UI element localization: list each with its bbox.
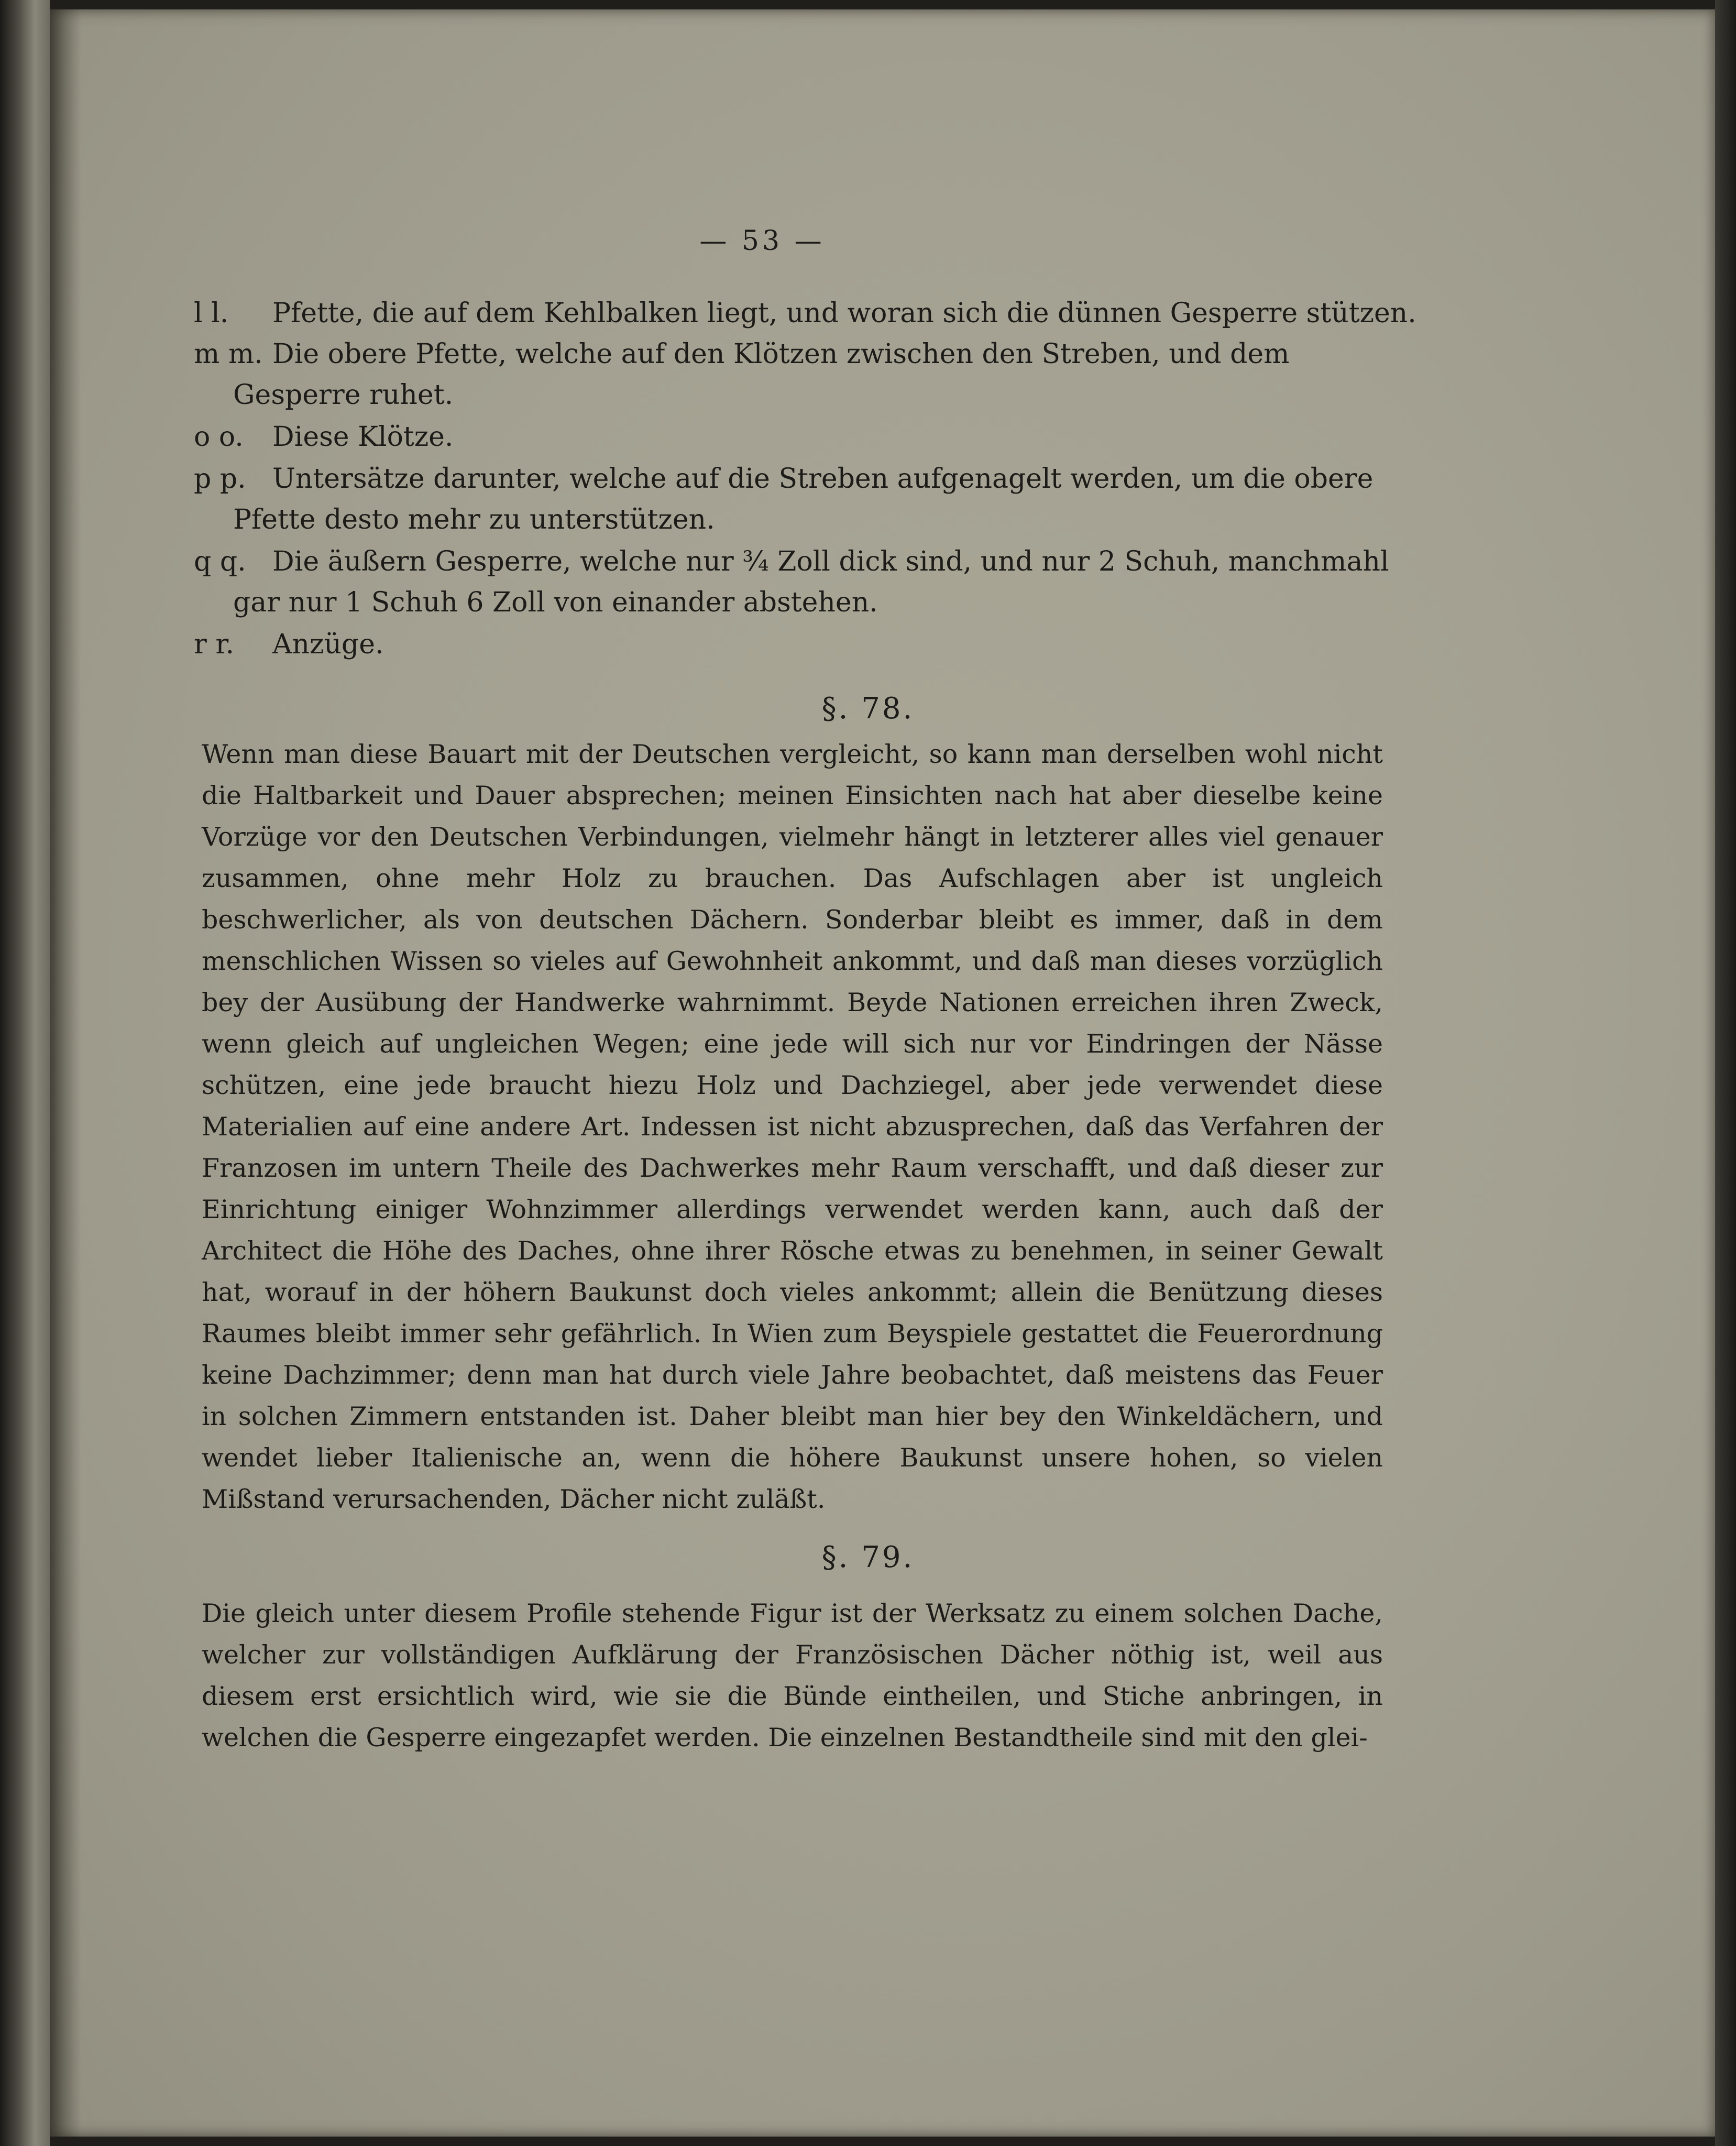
page-number: — 53 — (699, 225, 825, 257)
item-label: q q. (194, 546, 246, 577)
item-text: Anzüge. (272, 629, 384, 660)
item-label: o o. (194, 421, 244, 453)
item-text: Pfette, die auf dem Kehlbalken liegt, und woran sich die dünnen Gesperre stützen. (272, 298, 1416, 329)
item-text: Die äußern Gesperre, welche nur ¾ Zoll dick sind, und nur 2 Schuh, manchmahl (272, 546, 1389, 577)
item-text: gar nur 1 Schuh 6 Zoll von einander abstehen. (233, 587, 878, 618)
list-item-continuation (233, 381, 453, 409)
list-item (194, 548, 1389, 575)
item-text: Gesperre ruhet. (233, 379, 454, 411)
list-item (194, 300, 1416, 327)
list-item (194, 631, 384, 658)
section-heading-79: §. 79. (821, 1540, 915, 1574)
list-item-continuation (233, 506, 715, 533)
item-text: Pfette desto mehr zu unterstützen. (233, 504, 715, 535)
item-label: l l. (194, 298, 229, 329)
list-item (194, 463, 1374, 495)
section-heading-78: §. 78. (821, 692, 915, 726)
paragraph-78: Wenn man diese Bauart mit der Deutschen vergleicht, so kann man derselben wohl nicht die Haltbarkeit und Dauer absprechen; meinen Einsichten nach hat aber dieselbe keine Vorzüge vor den Deutschen Verbindungen, vielmehr hängt in letzterer alles viel genauer zusammen, ohne mehr Holz zu brauchen. Das Aufschlagen aber ist ungleich beschwerlicher, als von deutschen Dächern. Sonderbar bleibt es immer, daß in dem menschlichen Wissen so vieles auf Gewohnheit ankommt, und daß man dieses vorzüglich bey der Ausübung der Handwerke wahrnimmt. Beyde Nationen erreichen ihren Zweck, wenn gleich auf ungleichen Wegen; eine jede will sich nur vor Eindringen der Nässe schützen, eine jede braucht hiezu Holz und Dachziegel, aber jede verwendet diese Materialien auf eine andere Art. Indessen ist nicht abzusprechen, daß das Verfahren der Franzosen im untern Theile des Dachwerkes mehr Raum verschafft, und daß dieser zur Einrichtung einiger Wohnzimmer allerdings verwendet werden kann, auch daß der Architect die Höhe des Daches, ohne ihrer Rösche etwas zu benehmen, in seiner Gewalt hat, worauf in der höhern Baukunst doch vieles ankommt; allein die Benützung dieses Raumes bleibt immer sehr gefährlich. In Wien zum Beyspiele gestattet die Feuerordnung keine Dachzimmer; denn man hat durch viele Jahre beobachtet, daß meistens das Feuer in solchen Zimmern entstanden ist. Daher bleibt man hier bey den Winkeldächern, und wendet lieber Italienische an, wenn die höhere Baukunst unsere hohen, so vielen Mißstand verursachenden, Dächer nicht zuläßt. (202, 739, 1383, 1514)
item-text: Untersätze darunter, welche auf die Streben aufgenagelt werden, um die obere (272, 463, 1374, 495)
item-label: p p. (194, 463, 246, 495)
item-text: Diese Klötze. (272, 421, 454, 453)
item-text: Die obere Pfette, welche auf den Klötzen zwischen den Streben, und dem (272, 338, 1290, 370)
item-label: m m. (194, 338, 263, 370)
list-item-continuation (233, 589, 878, 616)
list-item (194, 423, 453, 451)
paragraph-79: Die gleich unter diesem Profile stehende Figur ist der Werksatz zu einem solchen Dache, welcher zur vollständigen Aufklärung der Französischen Dächer nöthig ist, weil aus diesem erst ersichtlich wird, wie sie die Bünde eintheilen, und Stiche anbringen, in welchen die Gesperre eingezapfet werden. Die einzelnen Bestandtheile sind mit den glei- (202, 1598, 1383, 1753)
item-label: r r. (194, 629, 235, 660)
list-item (194, 338, 1290, 370)
